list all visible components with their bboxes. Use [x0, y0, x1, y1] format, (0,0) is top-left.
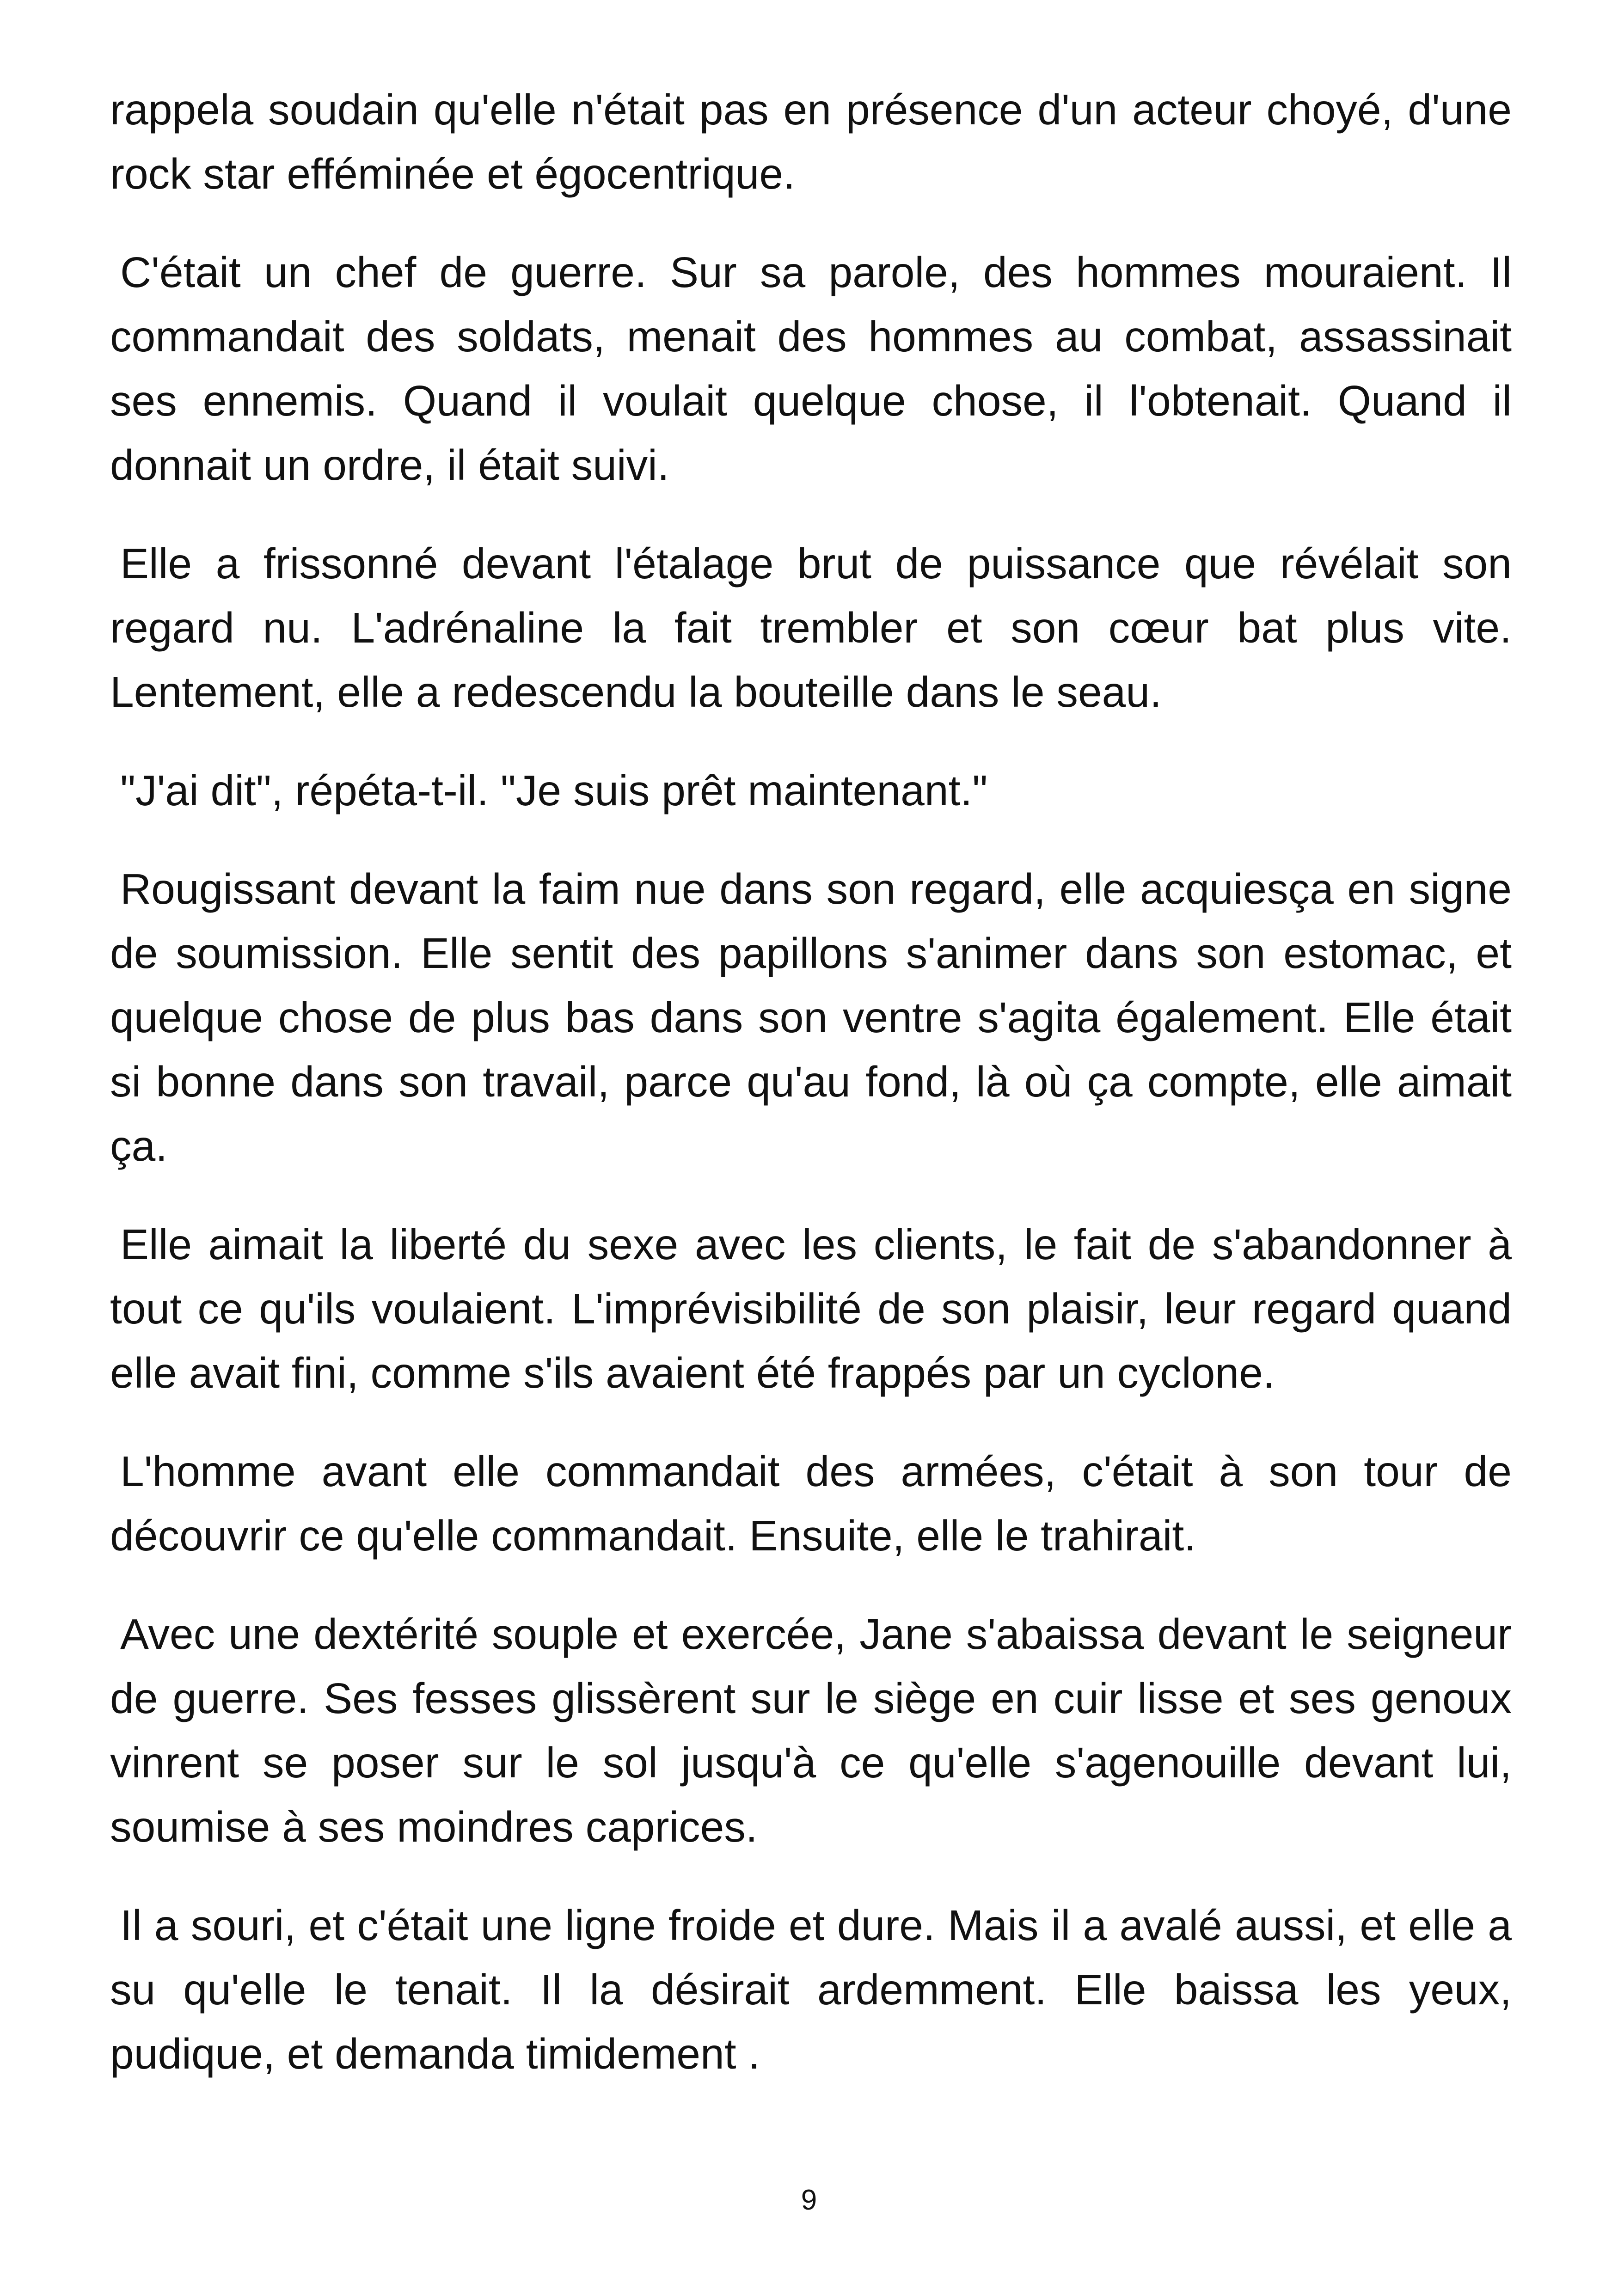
paragraph-4: "J'ai dit", répéta-t-il. "Je suis prêt maintenant."	[120, 766, 988, 814]
page-number: 9	[801, 2184, 817, 2216]
paragraph-1: rappela soudain qu'elle n'était pas en présence d'un acteur choyé, d'une rock star efféminée et égocentrique.	[110, 86, 1512, 198]
paragraph-8: Avec une dextérité souple et exercée, Jane s'abaissa devant le seigneur de guerre. Ses fesses glissèrent sur le siège en cuir lisse et ses genoux vinrent se poser sur le sol jusqu'à ce qu'elle s'agenouille devant lui, soumise à ses moindres caprices.	[110, 1610, 1512, 1851]
paragraph-2: C'était un chef de guerre. Sur sa parole, des hommes mouraient. Il commandait des soldats, menait des hommes au combat, assassinait ses ennemis. Quand il voulait quelque chose, il l'obtenait. Quand il donnait un ordre, il était suivi.	[110, 248, 1512, 489]
text-body	[110, 78, 1512, 2120]
paragraph-7: L'homme avant elle commandait des armées, c'était à son tour de découvrir ce qu'elle commandait. Ensuite, elle le trahirait.	[110, 1447, 1512, 1560]
paragraph-6: Elle aimait la liberté du sexe avec les clients, le fait de s'abandonner à tout ce qu'ils voulaient. L'imprévisibilité de son plaisir, leur regard quand elle avait fini, comme s'ils avaient été frappés par un cyclone.	[110, 1220, 1512, 1397]
paragraph-3: Elle a frissonné devant l'étalage brut de puissance que révélait son regard nu. L'adrénaline la fait trembler et son cœur bat plus vite. Lentement, elle a redescendu la bouteille dans le seau.	[110, 539, 1512, 716]
paragraph-5: Rougissant devant la faim nue dans son regard, elle acquiesça en signe de soumission. Elle sentit des papillons s'animer dans son estomac, et quelque chose de plus bas dans son ventre s'agita également. Elle était si bonne dans son travail, parce qu'au fond, là où ça compte, elle aimait ça.	[110, 865, 1512, 1170]
paragraph-9: Il a souri, et c'était une ligne froide et dure. Mais il a avalé aussi, et elle a su qu'elle le tenait. Il la désirait ardemment. Elle baissa les yeux, pudique, et demanda timidement .	[110, 1901, 1512, 2078]
